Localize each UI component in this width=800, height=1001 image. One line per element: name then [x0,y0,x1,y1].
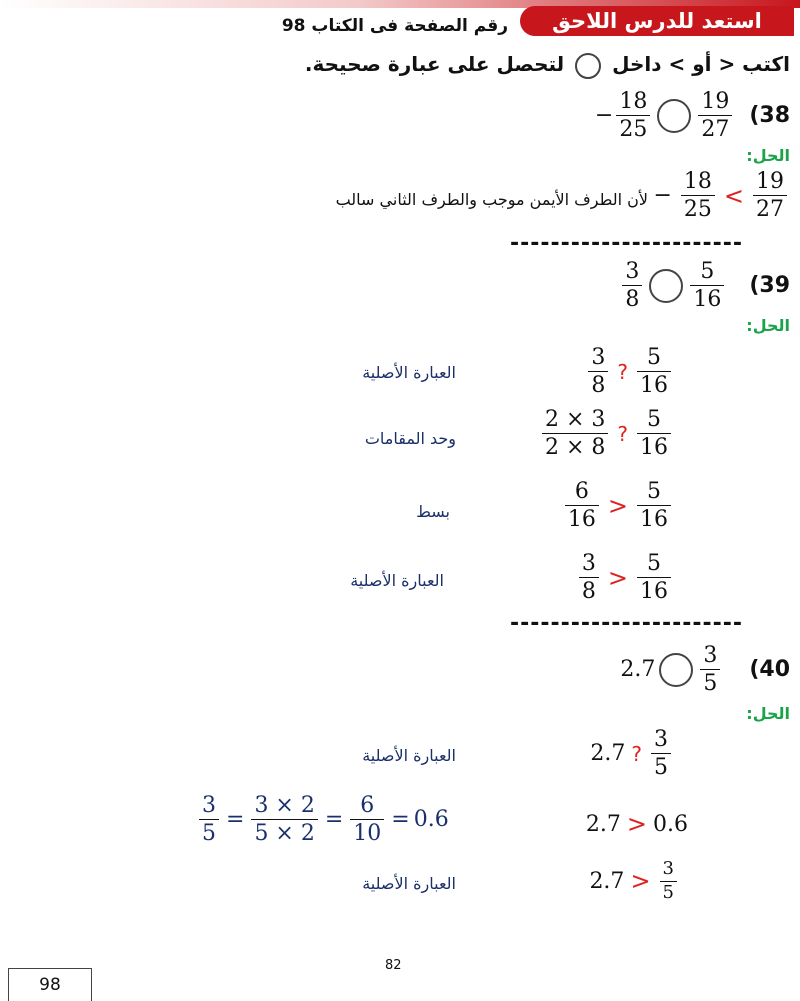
q38-answer-left-fraction: $\frac{18}{25}$ [681,170,715,221]
label-common-denominator: وحد المقامات [364,429,456,448]
q40-number: (40 [749,657,790,683]
question-mark: ? [631,741,642,766]
q38-minus: − [594,103,614,129]
q39-left-fraction: $\frac{3}{8}$ [622,260,642,311]
q38-answer-sign: < [723,181,744,210]
banner-title: استعد للدرس اللاحق [520,6,794,36]
q38-question [595,90,790,141]
label-original: العبارة الأصلية [362,363,456,382]
q39-question [619,260,790,311]
divider: ----------------------- [510,616,744,634]
greater-than-sign: > [607,491,628,520]
q40-step3: 2.7 > $\frac{3}{5}$ [589,860,680,903]
q40-decimal: 2.7 [620,657,656,683]
instruction [305,52,790,79]
q39-number: (39 [749,273,790,299]
question-mark: ? [617,421,628,446]
label-simplify: بسط [416,502,450,521]
q40-question [620,644,790,695]
label-original: العبارة الأصلية [362,874,456,893]
instruction-after: لتحصل على عبارة صحيحة. [304,52,565,76]
greater-than-sign: > [630,867,651,896]
q40-step2: 2.7 > 0.6 [585,810,688,838]
q38-right-fraction: $\frac{19}{27}$ [698,90,732,141]
q39-step1: $\frac{3}{8}$ ? $\frac{5}{16}$ [585,346,674,397]
question-mark: ? [617,359,628,384]
q38-explanation: لأن الطرف الأيمن موجب والطرف الثاني سالب [335,190,648,209]
q40-conversion: $\frac{3}{5}$ = $\frac{3 \times 2}{5 \times 2}$ = $\frac{6}{10}$ = 0.6 [196,794,449,845]
circle-icon [649,269,683,303]
q38-answer [653,170,790,221]
greater-than-sign: > [607,563,628,592]
solution-label: الحل: [746,146,790,165]
book-page-reference: رقم الصفحة فى الكتاب 98 [281,16,508,36]
circle-icon [659,653,693,687]
q40-step1: 2.7 ? $\frac{3}{5}$ [590,728,674,779]
page-number: 82 [385,958,402,973]
book-page-box: 98 [8,968,92,1001]
circle-icon [575,53,601,79]
q38-left-fraction: $\frac{18}{25}$ [616,90,650,141]
solution-label: الحل: [746,704,790,723]
label-original: العبارة الأصلية [350,571,444,590]
q38-answer-right-fraction: $\frac{19}{27}$ [753,170,787,221]
q38-number: (38 [749,103,790,129]
greater-than-sign: > [626,810,647,838]
label-original: العبارة الأصلية [362,746,456,765]
q39-right-fraction: $\frac{5}{16}$ [690,260,724,311]
divider: ----------------------- [510,236,744,254]
circle-icon [657,99,691,133]
q38-answer-minus: − [653,183,672,209]
solution-label: الحل: [746,316,790,335]
q40-fraction: $\frac{3}{5}$ [700,644,720,695]
q39-step2: $\frac{2 \times 3}{2 \times 8}$ ? $\frac{5}{16}$ [539,408,674,459]
q39-step4: $\frac{3}{8}$ > $\frac{5}{16}$ [576,552,674,603]
instruction-before: اكتب < أو > داخل [612,52,790,76]
q39-step3: $\frac{6}{16}$ > $\frac{5}{16}$ [562,480,674,531]
